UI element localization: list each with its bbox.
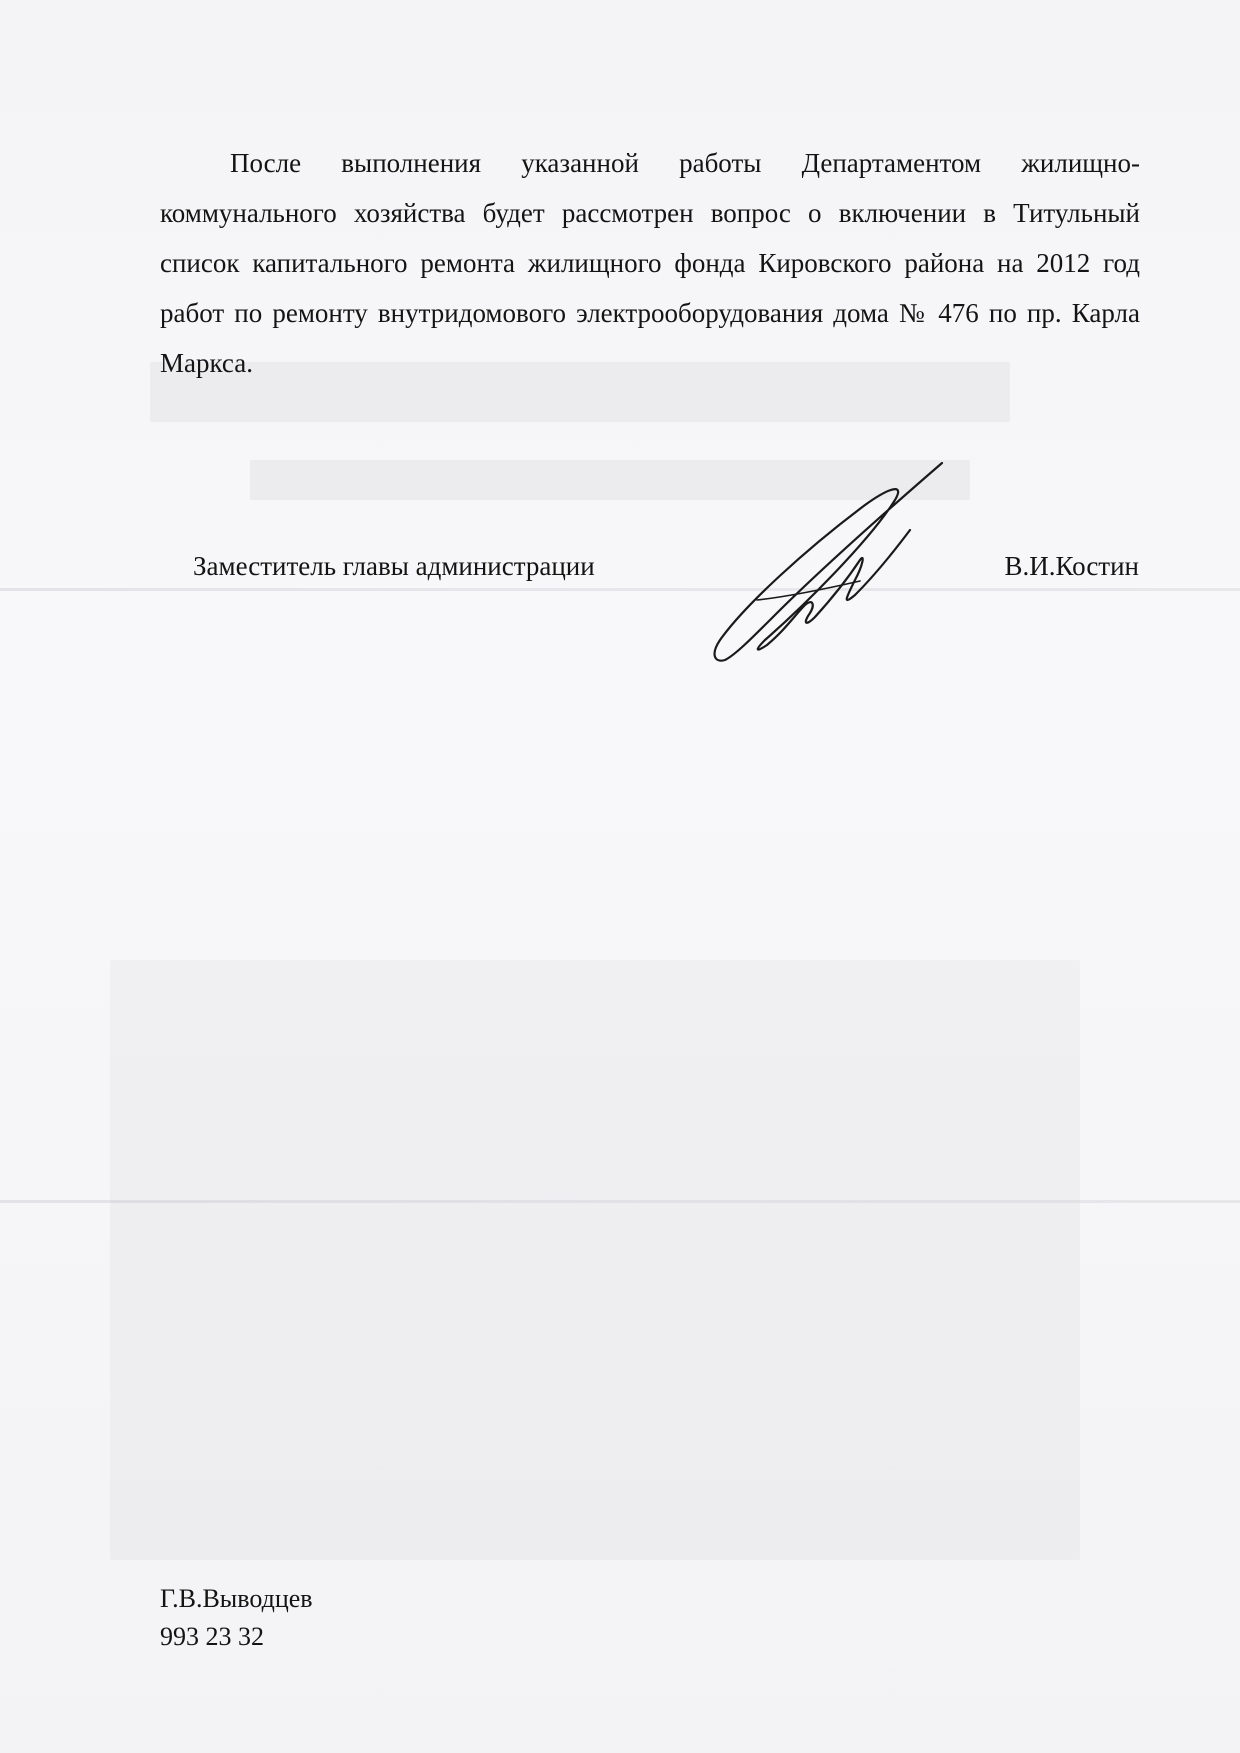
executor-name: Г.В.Выводцев bbox=[160, 1584, 313, 1613]
signatory-title: Заместитель главы администрации bbox=[193, 551, 595, 581]
paper-crease bbox=[0, 1200, 1240, 1203]
letter-paragraph: После выполнения указанной работы Департаментом жилищно-коммунального хозяйства будет рассмотрен вопрос о включении в Титульный список капитального ремонта жилищного фонда Кировского района на 2012 год работ по ремонту внутридомового электрооборудования дома № 476 по пр. Карла Маркса. bbox=[160, 148, 1140, 378]
executor-block bbox=[160, 1580, 313, 1656]
executor-phone: 993 23 32 bbox=[160, 1622, 264, 1651]
handwritten-signature bbox=[655, 455, 955, 670]
reverse-side-bleed bbox=[110, 960, 1080, 1560]
paper-crease bbox=[0, 588, 1240, 591]
signatory-name: В.И.Костин bbox=[1004, 551, 1139, 581]
